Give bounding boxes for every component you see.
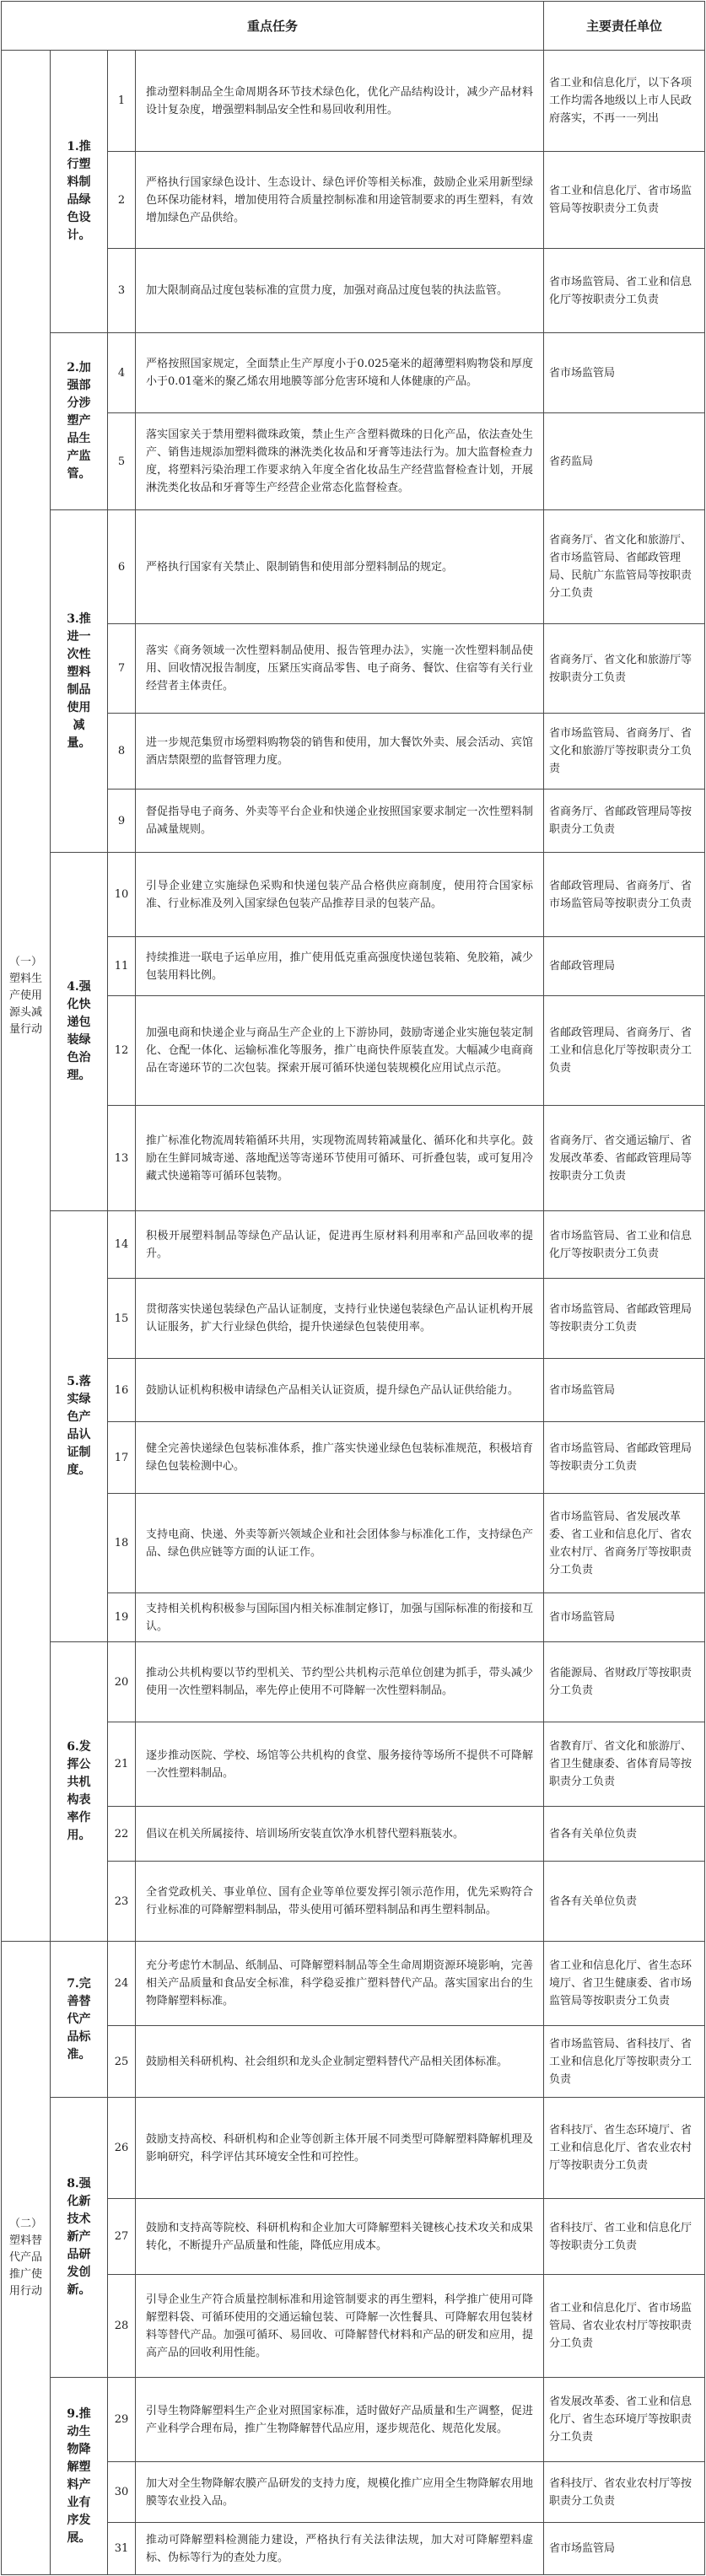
row-number: 16 [108,1359,136,1422]
table-row [2,2199,705,2275]
table-row [2,853,705,937]
header-unit: 主要责任单位 [544,2,705,51]
task-cell: 9.推动生物降解塑料产业有序发展。 [51,2378,108,2575]
row-number: 18 [108,1494,136,1593]
row-description: 充分考虑竹木制品、纸制品、可降解塑料制品等全生命周期资源环境影响，完善相关产品质量和食品安全标准，科学稳妥推广塑料替代产品。落实国家出台的生物降解塑料标准。 [136,1942,544,2026]
row-number: 31 [108,2523,136,2575]
row-number: 27 [108,2199,136,2275]
action-cell: （二）塑料替代产品推广使用行动 [2,1942,51,2575]
row-description: 加大对全生物降解农膜产品研发的支持力度，规模化推广应用全生物降解农用地膜等农业投入品。 [136,2462,544,2523]
table-row [2,1593,705,1642]
task-cell: 5.落实绿色产品认证制度。 [51,1211,108,1642]
row-description: 贯彻落实快递包装绿色产品认证制度，支持行业快递包装绿色产品认证机构开展认证服务，扩大行业绿色供给，提升快递绿色包装使用率。 [136,1279,544,1359]
row-description: 督促指导电子商务、外卖等平台企业和快递企业按照国家要求制定一次性塑料制品减量规则。 [136,790,544,853]
table-row [2,714,705,790]
row-description: 严格执行国家有关禁止、限制销售和使用部分塑料制品的规定。 [136,510,544,624]
row-number: 7 [108,624,136,714]
table-row [2,1807,705,1862]
table-header-row [2,2,705,51]
row-number: 3 [108,249,136,333]
row-description: 推动可降解塑料检测能力建设，严格执行有关法律法规，加大对可降解塑料虚标、伪标等行为的查处力度。 [136,2523,544,2575]
row-description: 持续推进一联电子运单应用，推广使用低克重高强度快递包装箱、免胶箱，减少包装用料比例。 [136,937,544,996]
row-number: 22 [108,1807,136,1862]
row-description: 推动塑料制品全生命周期各环节技术绿色化，优化产品结构设计，减少产品材料设计复杂度，增强塑料制品安全性和易回收利用性。 [136,51,544,152]
table-row [2,996,705,1106]
row-number: 4 [108,333,136,413]
row-unit: 省科技厅、省农业农村厅等按职责分工负责 [544,2462,705,2523]
row-number: 23 [108,1862,136,1942]
row-description: 鼓励和支持高等院校、科研机构和企业加大可降解塑料关键核心技术攻关和成果转化，不断提升产品质量和性能，降低应用成本。 [136,2199,544,2275]
table-row [2,333,705,413]
table-row [2,2275,705,2378]
table-row [2,51,705,152]
row-unit: 省商务厅、省文化和旅游厅、省市场监管局、省邮政管理局、民航广东监管局等按职责分工负责 [544,510,705,624]
row-unit: 省各有关单位负责 [544,1807,705,1862]
row-description: 落实国家关于禁用塑料微珠政策，禁止生产含塑料微珠的日化产品，依法查处生产、销售违规添加塑料微珠的淋洗类化妆品和牙膏等违法行为。加大监督检查力度，将塑料污染治理工作要求纳入年度全省化妆品生产经营监督检查计划，开展淋洗类化妆品和牙膏等生产经营企业常态化监督检查。 [136,413,544,510]
row-unit: 省市场监管局、省发展改革委、省工业和信息化厅、省农业农村厅、省商务厅等按职责分工负责 [544,1494,705,1593]
table-row [2,1211,705,1279]
table-row [2,1642,705,1722]
table-row [2,413,705,510]
row-number: 6 [108,510,136,624]
row-unit: 省工业和信息化厅，以下各项工作均需各地级以上市人民政府落实，不再一一列出 [544,51,705,152]
row-number: 10 [108,853,136,937]
row-unit: 省能源局、省财政厅等按职责分工负责 [544,1642,705,1722]
row-unit: 省市场监管局 [544,1593,705,1642]
row-unit: 省发展改革委、省工业和信息化厅、省生态环境厅等按职责分工负责 [544,2378,705,2462]
row-number: 8 [108,714,136,790]
row-description: 严格按照国家规定，全面禁止生产厚度小于0.025毫米的超薄塑料购物袋和厚度小于0.01毫米的聚乙烯农用地膜等部分危害环境和人体健康的产品。 [136,333,544,413]
row-unit: 省市场监管局、省商务厅、省文化和旅游厅等按职责分工负责 [544,714,705,790]
row-number: 9 [108,790,136,853]
task-cell: 8.强化新技术新产品研发创新。 [51,2098,108,2378]
row-number: 29 [108,2378,136,2462]
row-description: 加强电商和快递企业与商品生产企业的上下游协同，鼓励寄递企业实施包装定制化、仓配一体化、运输标准化等服务，推广电商快件原装直发。大幅减少电商商品在寄递环节的二次包装。探索开展可循环快递包装规模化应用试点示范。 [136,996,544,1106]
task-table [1,1,705,2575]
table-row [2,937,705,996]
row-number: 2 [108,152,136,249]
row-description: 健全完善快递绿色包装标准体系，推广落实快递业绿色包装标准规范，积极培育绿色包装检测中心。 [136,1422,544,1494]
row-description: 引导企业建立实施绿色采购和快递包装产品合格供应商制度，使用符合国家标准、行业标准及列入国家绿色包装产品推荐目录的包装产品。 [136,853,544,937]
row-description: 积极开展塑料制品等绿色产品认证，促进再生原材料利用率和产品回收率的提升。 [136,1211,544,1279]
table-row [2,1359,705,1422]
table-row [2,1106,705,1211]
row-unit: 省工业和信息化厅、省市场监管局等按职责分工负责 [544,152,705,249]
row-unit: 省科技厅、省生态环境厅、省工业和信息化厅、省农业农村厅等按职责分工负责 [544,2098,705,2199]
row-description: 加大限制商品过度包装标准的宣贯力度，加强对商品过度包装的执法监管。 [136,249,544,333]
row-description: 推广标准化物流周转箱循环共用，实现物流周转箱减量化、循环化和共享化。鼓励在生鲜同城寄递、落地配送等寄递环节使用可循环、可折叠包装，或可复用冷藏式快递箱等可循环包装物。 [136,1106,544,1211]
row-description: 鼓励支持高校、科研机构和企业等创新主体开展不同类型可降解塑料降解机理及影响研究，科学评估其环境安全性和可控性。 [136,2098,544,2199]
row-description: 引导企业生产符合质量控制标准和用途管制要求的再生塑料，科学推广使用可降解塑料袋、可循环使用的交通运输包装、可降解一次性餐具、可降解农用包装材料等替代产品。加强可循环、易回收、可降解替代材料和产品的研发和应用，提高产品的回收利用性能。 [136,2275,544,2378]
row-number: 5 [108,413,136,510]
row-description: 倡议在机关所属接待、培训场所安装直饮净水机替代塑料瓶装水。 [136,1807,544,1862]
row-number: 11 [108,937,136,996]
row-number: 15 [108,1279,136,1359]
row-unit: 省市场监管局 [544,1359,705,1422]
task-cell: 4.强化快递包装绿色治理。 [51,853,108,1211]
row-description: 进一步规范集贸市场塑料购物袋的销售和使用，加大餐饮外卖、展会活动、宾馆酒店禁限塑的监督管理力度。 [136,714,544,790]
task-cell: 6.发挥公共机构表率作用。 [51,1642,108,1942]
header-tasks: 重点任务 [2,2,544,51]
row-unit: 省商务厅、省文化和旅游厅等按职责分工负责 [544,624,705,714]
row-number: 24 [108,1942,136,2026]
task-cell: 1.推行塑料制品绿色设计。 [51,51,108,333]
table-row [2,1942,705,2026]
table-row [2,2378,705,2462]
row-unit: 省市场监管局 [544,333,705,413]
row-unit: 省商务厅、省交通运输厅、省发展改革委、省邮政管理局等按职责分工负责 [544,1106,705,1211]
row-unit: 省工业和信息化厅、省生态环境厅、省卫生健康委、省市场监管局等按职责分工负责 [544,1942,705,2026]
table-row [2,790,705,853]
row-description: 支持电商、快递、外卖等新兴领域企业和社会团体参与标准化工作，支持绿色产品、绿色供应链等方面的认证工作。 [136,1494,544,1593]
row-unit: 省市场监管局、省工业和信息化厅等按职责分工负责 [544,1211,705,1279]
table-row [2,624,705,714]
row-unit: 省教育厅、省文化和旅游厅、省卫生健康委、省体育局等按职责分工负责 [544,1722,705,1807]
row-unit: 省邮政管理局、省商务厅、省市场监管局等按职责分工负责 [544,853,705,937]
row-number: 1 [108,51,136,152]
row-number: 20 [108,1642,136,1722]
row-description: 鼓励认证机构积极申请绿色产品相关认证资质，提升绿色产品认证供给能力。 [136,1359,544,1422]
table-row [2,1494,705,1593]
task-cell: 3.推进一次性塑料制品使用减量。 [51,510,108,853]
row-number: 30 [108,2462,136,2523]
row-description: 落实《商务领域一次性塑料制品使用、报告管理办法》，实施一次性塑料制品使用、回收情况报告制度，压紧压实商品零售、电子商务、餐饮、住宿等有关行业经营者主体责任。 [136,624,544,714]
row-description: 逐步推动医院、学校、场馆等公共机构的食堂、服务接待等场所不提供不可降解一次性塑料制品。 [136,1722,544,1807]
row-unit: 省科技厅、省工业和信息化厅等按职责分工负责 [544,2199,705,2275]
table-row [2,2098,705,2199]
row-description: 严格执行国家绿色设计、生态设计、绿色评价等相关标准，鼓励企业采用新型绿色环保功能材料，增加使用符合质量控制标准和用途管制要求的再生塑料，有效增加绿色产品供给。 [136,152,544,249]
row-unit: 省商务厅、省邮政管理局等按职责分工负责 [544,790,705,853]
row-number: 25 [108,2026,136,2098]
row-number: 26 [108,2098,136,2199]
table-row [2,1422,705,1494]
row-number: 19 [108,1593,136,1642]
row-unit: 省药监局 [544,413,705,510]
table-row [2,2523,705,2575]
row-number: 21 [108,1722,136,1807]
row-unit: 省市场监管局、省科技厅、省工业和信息化厅等按职责分工负责 [544,2026,705,2098]
row-number: 28 [108,2275,136,2378]
table-row [2,2462,705,2523]
row-unit: 省市场监管局 [544,2523,705,2575]
row-unit: 省市场监管局、省邮政管理局等按职责分工负责 [544,1422,705,1494]
row-unit: 省工业和信息化厅、省市场监管局、省农业农村厅等按职责分工负责 [544,2275,705,2378]
row-description: 全省党政机关、事业单位、国有企业等单位要发挥引领示范作用，优先采购符合行业标准的可降解塑料制品，带头使用可循环塑料制品和再生塑料制品。 [136,1862,544,1942]
row-description: 引导生物降解塑料生产企业对照国家标准，适时做好产品质量和生产调整，促进产业科学合理布局，推广生物降解替代品应用，逐步规范化、规范化发展。 [136,2378,544,2462]
task-cell: 7.完善替代产品标准。 [51,1942,108,2098]
task-cell: 2.加强部分涉塑产品生产监管。 [51,333,108,510]
row-unit: 省市场监管局、省工业和信息化厅等按职责分工负责 [544,249,705,333]
row-unit: 省邮政管理局 [544,937,705,996]
row-description: 支持相关机构积极参与国际国内相关标准制定修订，加强与国际标准的衔接和互认。 [136,1593,544,1642]
table-row [2,510,705,624]
table-row [2,1279,705,1359]
row-description: 鼓励相关科研机构、社会组织和龙头企业制定塑料替代产品相关团体标准。 [136,2026,544,2098]
row-number: 17 [108,1422,136,1494]
row-description: 推动公共机构要以节约型机关、节约型公共机构示范单位创建为抓手，带头减少使用一次性塑料制品，率先停止使用不可降解一次性塑料制品。 [136,1642,544,1722]
row-number: 14 [108,1211,136,1279]
table-row [2,249,705,333]
table-row [2,152,705,249]
table-row [2,2026,705,2098]
action-cell: （一）塑料生产使用源头减量行动 [2,51,51,1942]
row-unit: 省邮政管理局、省商务厅、省工业和信息化厅等按职责分工负责 [544,996,705,1106]
table-row [2,1862,705,1942]
row-number: 13 [108,1106,136,1211]
row-unit: 省各有关单位负责 [544,1862,705,1942]
table-row [2,1722,705,1807]
row-unit: 省市场监管局、省邮政管理局等按职责分工负责 [544,1279,705,1359]
row-number: 12 [108,996,136,1106]
